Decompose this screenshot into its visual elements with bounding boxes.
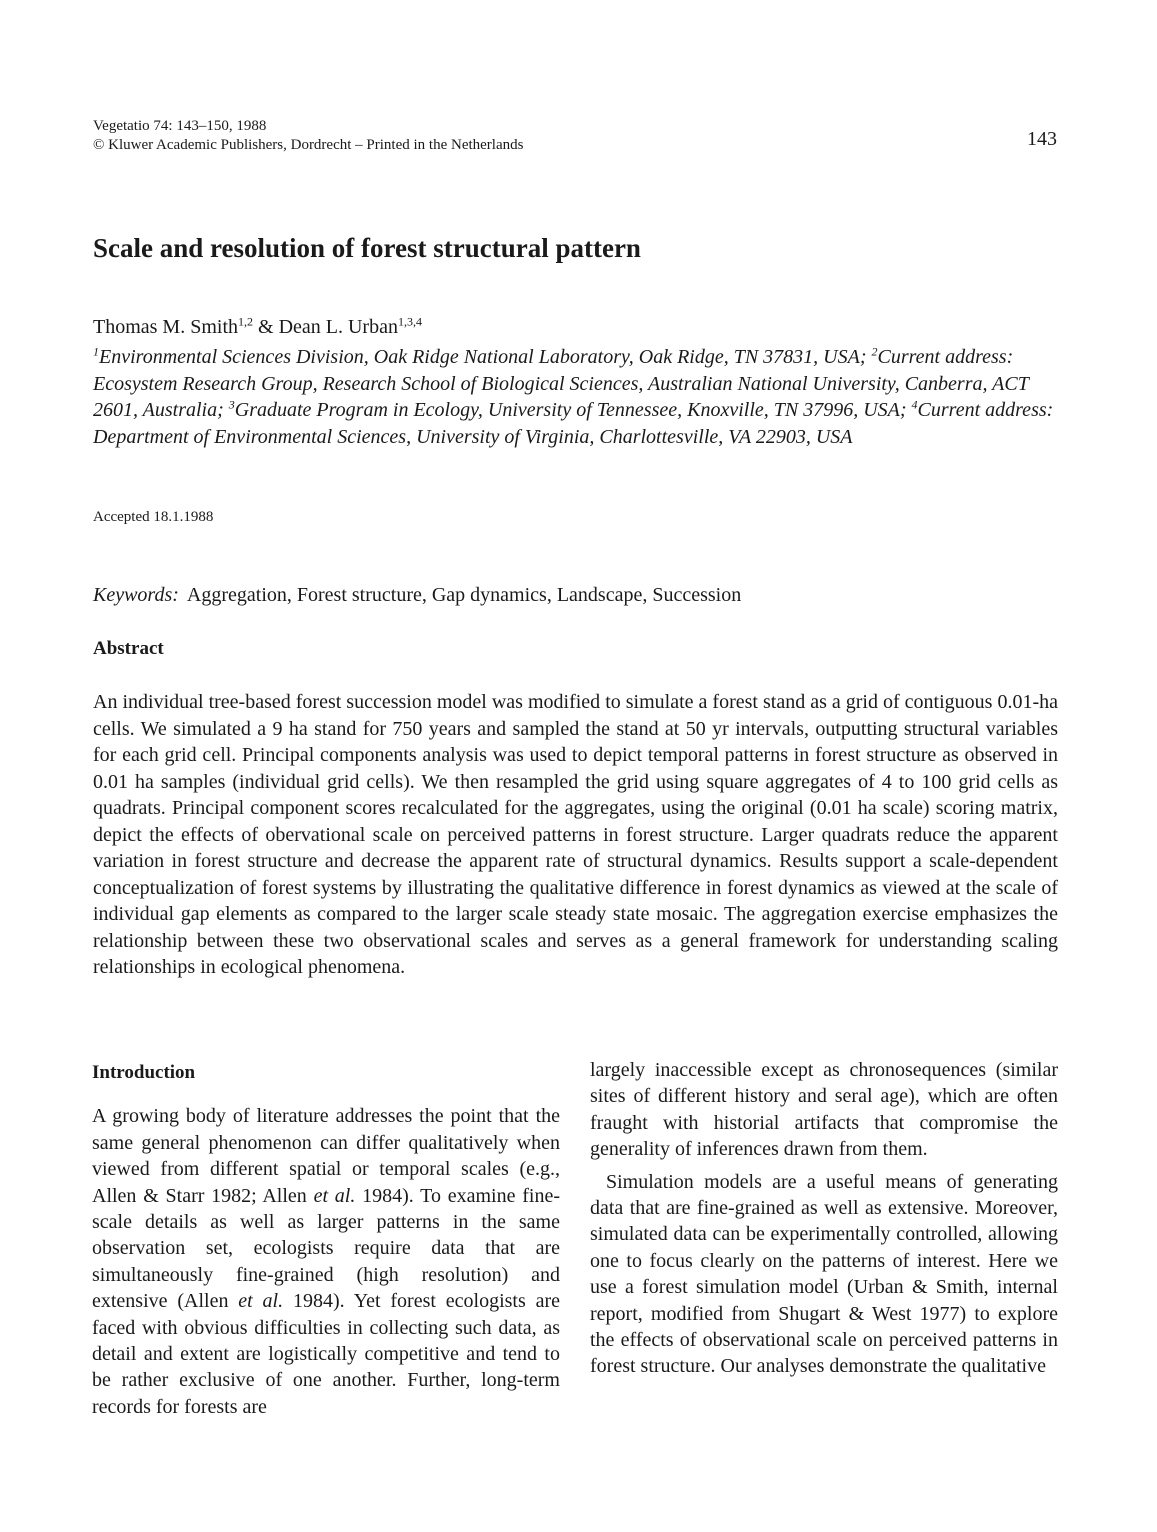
citation-etal: et al. [238,1290,284,1313]
affiliation-text: Graduate Program in Ecology, University of Tennessee, Knoxville, TN 37996, USA; [234,399,912,421]
affiliation-mark: 3 [228,397,235,412]
author-name: Thomas M. Smith [93,316,239,338]
journal-header [93,117,523,155]
citation-etal: et al. [313,1184,356,1207]
keywords-label: Keywords: [93,584,179,606]
affiliations [93,344,1063,450]
author-affiliation-mark: 1,3,4 [397,314,422,329]
author-affiliation-mark: 1,2 [238,314,254,329]
left-column [92,1060,560,1420]
introduction-paragraph [92,1103,560,1420]
paragraph-text: 1984). Yet forest ecologists are faced with obvious difficulties in collecting such data, as detail and extent are logistically competitive and tend to be rather exclusive of one another. Further, long-term records for forests are [92,1290,560,1418]
publisher-line: © Kluwer Academic Publishers, Dordrecht – Printed in the Netherlands [93,137,524,153]
abstract-heading: Abstract [93,638,164,659]
affiliation-text: Current address: Ecosystem Research Group, Research School of Biological Sciences, Australian National University, Canberra, ACT 2601, Australia; [93,346,1029,421]
journal-citation: Vegetatio 74: 143–150, 1988 [93,118,267,134]
paragraph-text: A growing body of literature addresses the point that the same general phenomenon can differ qualitatively when viewed from different spatial or temporal scales (e.g., Allen & Starr 1982; Allen [92,1105,560,1207]
paper-title: Scale and resolution of forest structural pattern [93,233,641,263]
affiliation-mark: 2 [871,344,878,359]
page-number: 143 [1027,128,1057,150]
introduction-heading: Introduction [92,1062,196,1083]
accepted-date: Accepted 18.1.1988 [93,509,214,525]
author-name: Dean L. Urban [278,316,398,338]
author-separator: & [253,316,279,338]
keywords-text: Aggregation, Forest structure, Gap dynamics, Landscape, Succession [186,584,742,606]
affiliation-mark: 1 [93,344,99,359]
right-column [590,1057,1058,1380]
affiliation-text: Environmental Sciences Division, Oak Ridge National Laboratory, Oak Ridge, TN 37831, USA; [99,346,872,368]
keywords [93,584,741,607]
affiliation-mark: 4 [911,397,918,412]
paragraph-text: 1984). To examine fine-scale details as well as larger patterns in the same observation set, ecologists require data that are simultaneously fine-grained (high resolution) and extensive (Allen [92,1184,560,1313]
abstract-body: An individual tree-based forest succession model was modified to simulate a forest stand as a grid of contiguous 0.01-ha cells. We simulated a 9 ha stand for 750 years and sampled the stand at 50 yr intervals, outputting structural variables for each grid cell. Principal components analysis was used to depict temporal patterns in forest structure as observed in 0.01 ha samples (individual grid cells). We then resampled the grid using square aggregates of 4 to 100 grid cells as quadrats. Principal component scores recalculated for the aggregates, using the original (0.01 ha scale) scoring matrix, depict the effects of obervational scale on perceived patterns in forest structure. Larger quadrats reduce the apparent variation in forest structure and decrease the apparent rate of structural dynamics. Results support a scale-dependent conceptualization of forest systems by illustrating the qualitative difference in forest dynamics as viewed at the scale of individual gap elements as compared to the larger scale steady state mosaic. The aggregation exercise emphasizes the relationship between these two observational scales and serves as a general framework for understanding scaling relationships in ecological phenomena. [93,691,1058,978]
affiliation-text: Current address: Department of Environmental Sciences, University of Virginia, Charlottesville, VA 22903, USA [93,399,1054,448]
author-line [93,316,422,339]
introduction-paragraph: Simulation models are a useful means of generating data that are fine-grained as well as extensive. Moreover, simulated data can be experimentally controlled, allowing one to focus clearly on the patterns of interest. Here we use a forest simulation model (Urban & Smith, internal report, modified from Shugart & West 1977) to explore the effects of observational scale on perceived patterns in forest structure. Our analyses demonstrate the qualitative [590,1170,1058,1378]
introduction-paragraph-continued: largely inaccessible except as chronosequences (similar sites of different history and seral age), which are often fraught with historial artifacts that compromise the generality of inferences drawn from them. [590,1059,1058,1161]
